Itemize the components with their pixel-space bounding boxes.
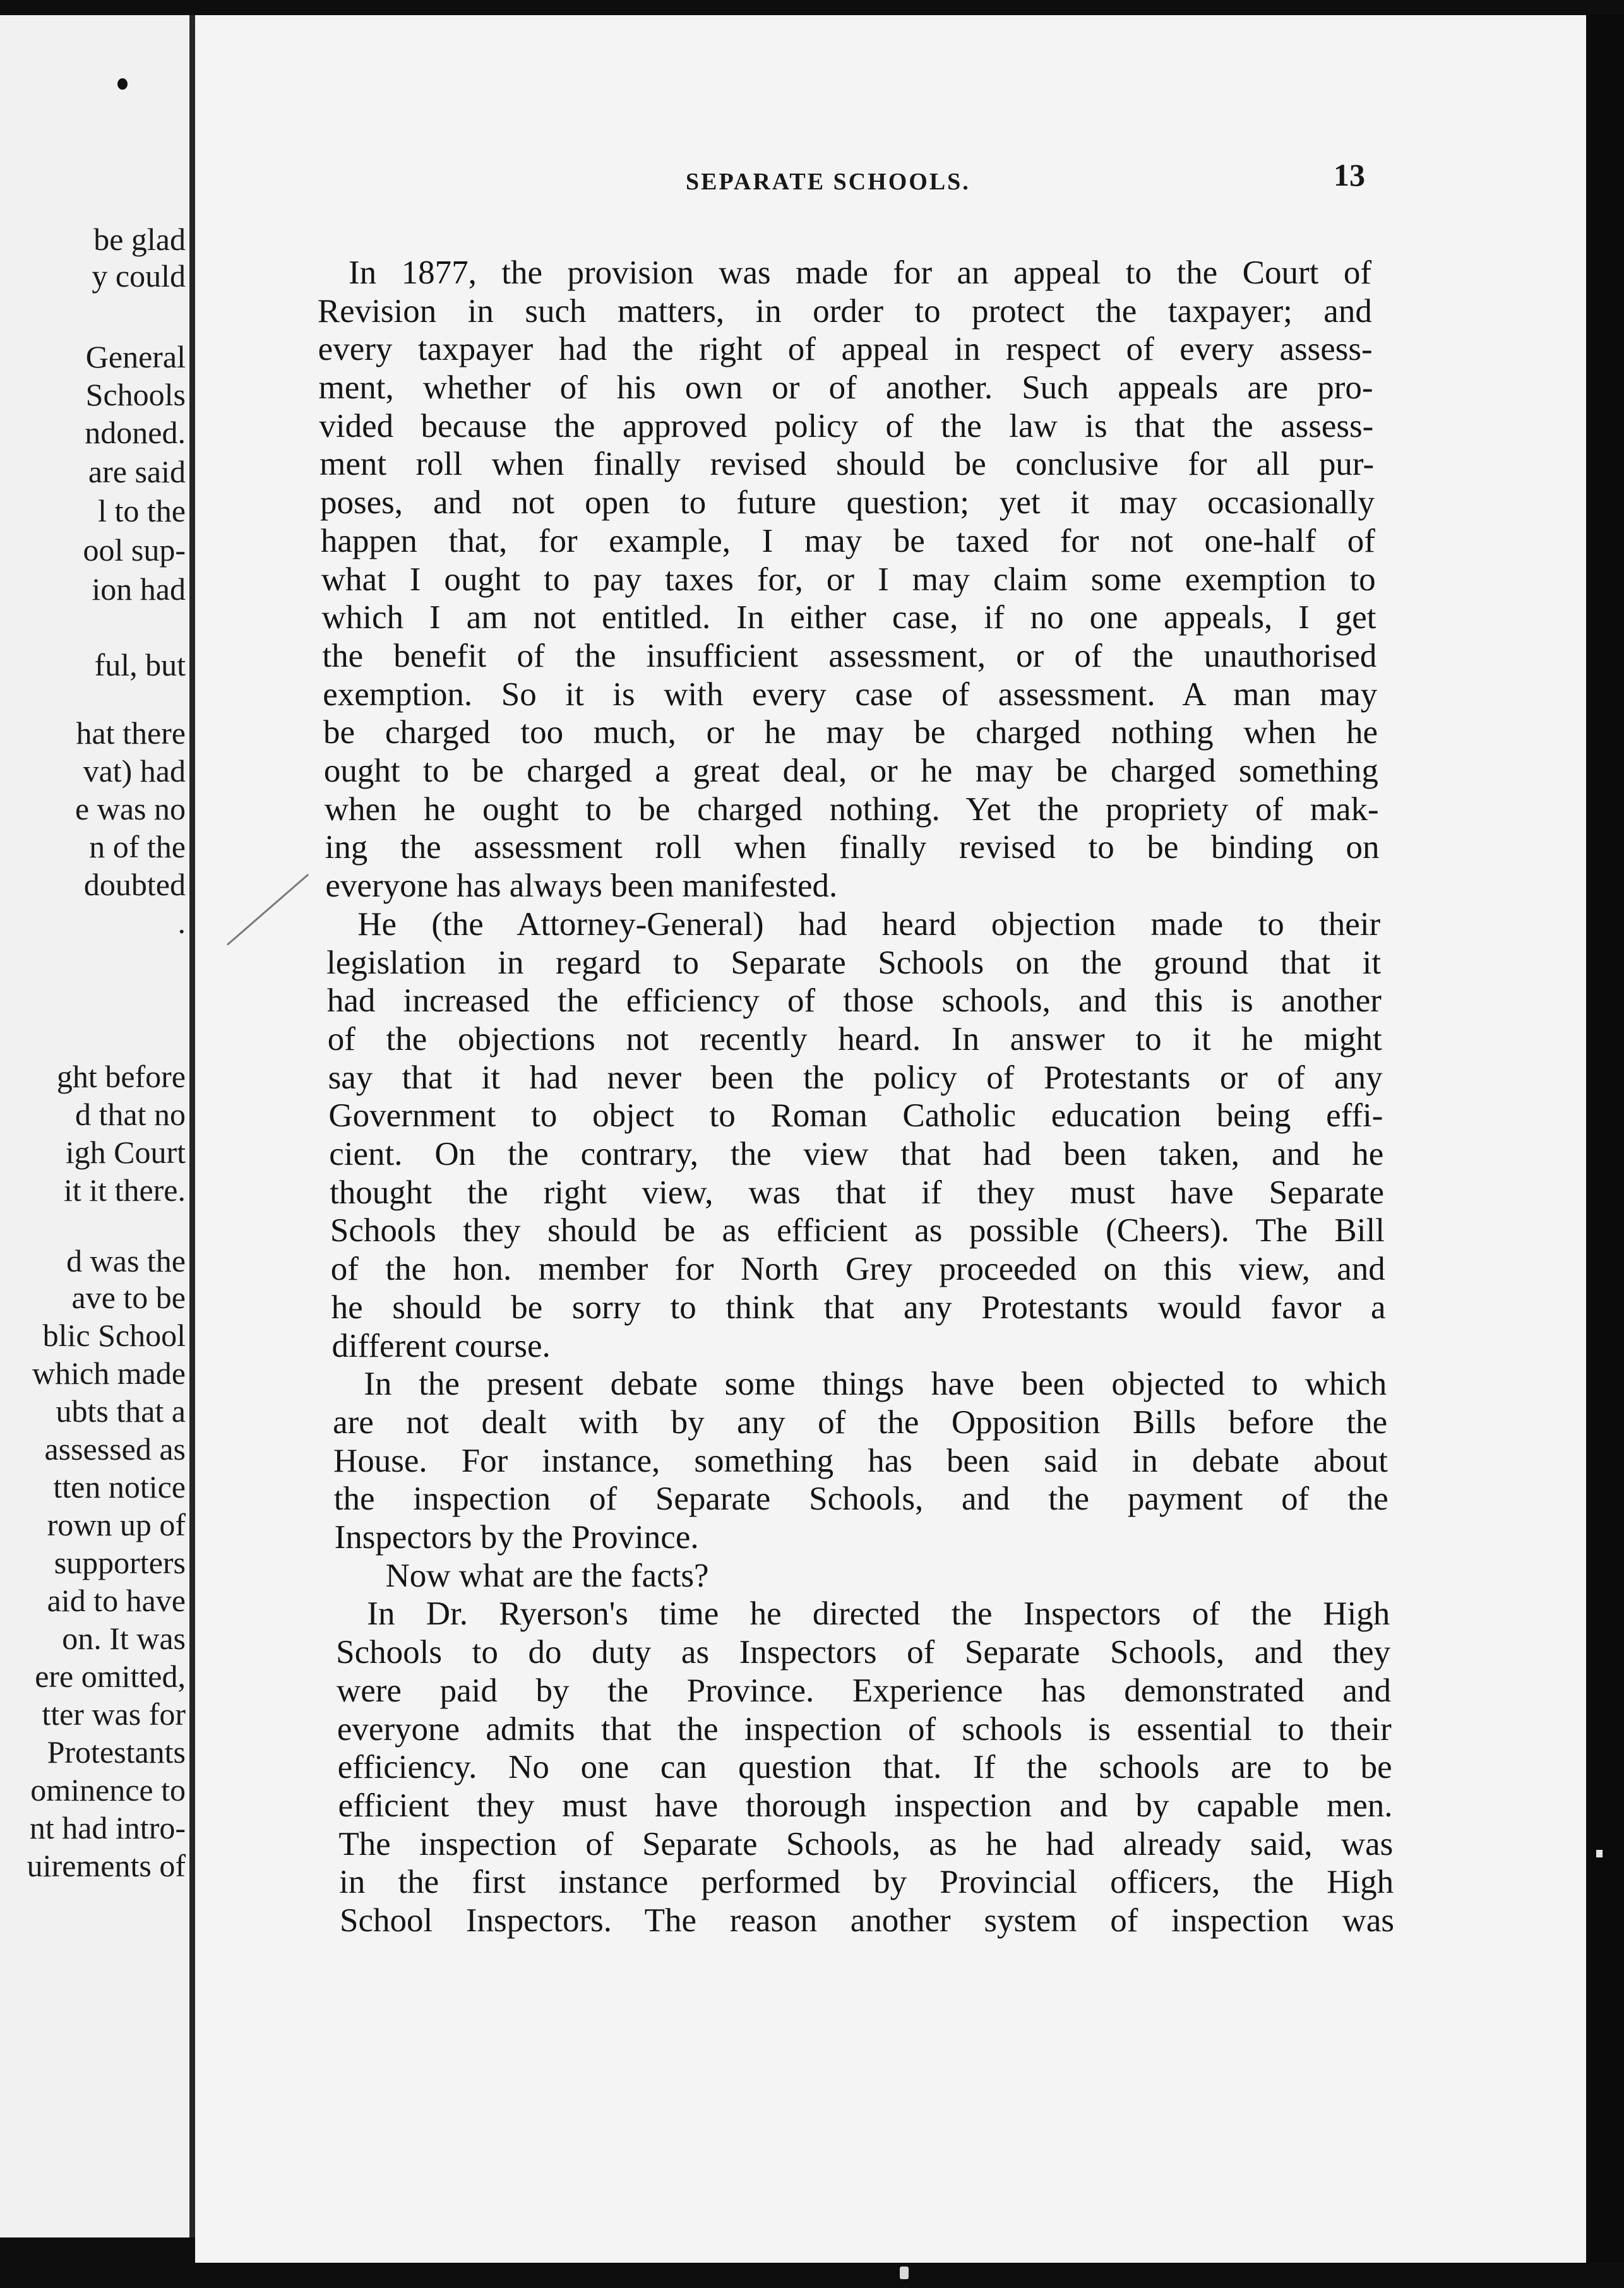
body-line: every taxpayer had the right of appeal in respect of every assess- [318,331,1373,368]
previous-page-line: hat there [76,715,186,751]
body-line: exemption. So it is with every case of assessment. A man may [323,676,1378,713]
previous-page-line: supporters [54,1545,186,1580]
previous-page-line: it it there. [64,1172,186,1208]
previous-page-line: ndoned. [85,415,186,450]
running-head: SEPARATE SCHOOLS. [686,169,970,195]
body-line: Revision in such matters, in order to protect the taxpayer; and [317,292,1372,330]
previous-page-fragment [0,15,189,2237]
body-line: everyone admits that the inspection of schools is essential to their [337,1710,1392,1748]
previous-page-line: aid to have [47,1583,186,1618]
body-line: Schools they should be as efficient as possible (Cheers). The Bill [330,1212,1385,1249]
scan-speck [900,2267,909,2279]
previous-page-line: ool sup- [83,532,186,568]
gutter-rule [189,15,195,2237]
previous-page-line: ubts that a [56,1393,186,1429]
body-line: when he ought to be charged nothing. Yet the propriety of mak- [324,790,1379,828]
previous-page-line: vat) had [83,753,186,789]
body-line: The inspection of Separate Schools, as he had already said, was [338,1825,1394,1862]
previous-page-line: tten notice [53,1469,186,1504]
previous-page-line: on. It was [62,1621,186,1656]
body-line: say that it had never been the policy of Protestants or of any [328,1059,1383,1096]
previous-page-line: are said [88,454,186,489]
body-line: different course. [331,1327,551,1364]
body-line: poses, and not open to future question; yet it may occasionally [320,484,1375,521]
body-line: He (the Attorney-General) had heard objection made to their [357,905,1381,943]
previous-page-line: Schools [85,377,186,412]
body-line: are not dealt with by any of the Opposition Bills before the [333,1403,1388,1441]
body-line: of the objections not recently heard. In answer to it he might [327,1020,1382,1058]
previous-page-line: . [177,905,186,940]
body-line: were paid by the Province. Experience has demonstrated and [336,1672,1391,1709]
body-line: In Dr. Ryerson's time he directed the Inspectors of the High [367,1595,1390,1633]
page-number: 13 [1334,157,1365,193]
body-line: Government to object to Roman Catholic education being effi- [328,1097,1383,1135]
body-line: happen that, for example, I may be taxed for not one-half of [320,522,1375,559]
body-line: the benefit of the insufficient assessment, or of the unauthorised [322,637,1377,674]
previous-page-line: d was the [66,1243,186,1278]
body-line: in the first instance performed by Provincial officers, the High [339,1864,1394,1901]
previous-page-line: uirements of [27,1848,186,1883]
body-line: cient. On the contrary, the view that had been taken, and he [329,1136,1384,1173]
previous-page-line: doubted [83,867,186,902]
previous-page-line: n of the [89,829,186,864]
previous-page-line: igh Court [65,1135,186,1170]
previous-page-line: ere omitted, [35,1659,186,1694]
body-line: efficiency. No one can question that. If the schools are to be [337,1749,1392,1786]
body-line: everyone has always been manifested. [325,867,838,905]
previous-page-line: ful, but [94,647,186,682]
body-line: ment, whether of his own or of another. Such appeals are pro- [318,369,1373,407]
body-line: ought to be charged a great deal, or he may be charged something [323,753,1378,790]
body-line: be charged too much, or he may be charged nothing when he [323,714,1378,751]
previous-page-line: ave to be [71,1280,186,1315]
previous-page-line: d that no [75,1097,186,1132]
body-line: efficient they must have thorough inspection and by capable men. [338,1787,1393,1824]
previous-page-line: e was no [75,791,186,826]
body-line: ing the assessment roll when finally revised to be binding on [325,829,1380,866]
previous-page-line: l to the [98,493,186,528]
previous-page-line: ght before [56,1059,186,1094]
body-line: legislation in regard to Separate Schools on the ground that it [326,944,1382,981]
ink-dot [117,78,128,90]
body-line: he should be sorry to think that any Protestants would favor a [331,1289,1386,1326]
scan-edge [1586,15,1624,2263]
body-line: ment roll when finally revised should be conclusive for all pur- [319,446,1375,483]
previous-page-line: ominence to [30,1772,186,1808]
body-line: thought the right view, was that if they must have Separate [330,1174,1385,1211]
body-line: House. For instance, something has been said in debate about [333,1442,1388,1479]
body-line: Now what are the facts? [385,1557,709,1594]
previous-page-line: ion had [92,571,186,607]
body-line: what I ought to pay taxes for, or I may claim some exemption to [321,561,1376,598]
body-line: Schools to do duty as Inspectors of Separate Schools, and they [336,1634,1391,1671]
body-line: which I am not entitled. In either case, if no one appeals, I get [321,599,1376,636]
body-line: vided because the approved policy of the law is that the assess- [319,407,1374,444]
previous-page-line: assessed as [44,1431,186,1467]
previous-page-line: rown up of [47,1507,186,1542]
previous-page-line: which made [32,1356,186,1391]
body-line: School Inspectors. The reason another system of inspection was [340,1902,1394,1939]
scan-speck [1596,1850,1603,1857]
previous-page-line: nt had intro- [29,1810,186,1845]
body-line: In 1877, the provision was made for an appeal to the Court of [349,254,1371,291]
previous-page-line: General [85,339,186,374]
body-line: Inspectors by the Province. [334,1519,699,1556]
body-line: In the present debate some things have been objected to which [364,1366,1387,1403]
previous-page-line: Protestants [47,1734,186,1770]
previous-page-line: be glad [93,222,186,257]
body-line: of the hon. member for North Grey proceeded on this view, and [330,1251,1385,1288]
body-line: the inspection of Separate Schools, and the payment of the [333,1481,1388,1518]
body-line: had increased the efficiency of those schools, and this is another [326,982,1382,1020]
previous-page-line: tter was for [42,1696,186,1732]
previous-page-line: blic School [42,1318,186,1353]
previous-page-line: y could [92,258,186,294]
